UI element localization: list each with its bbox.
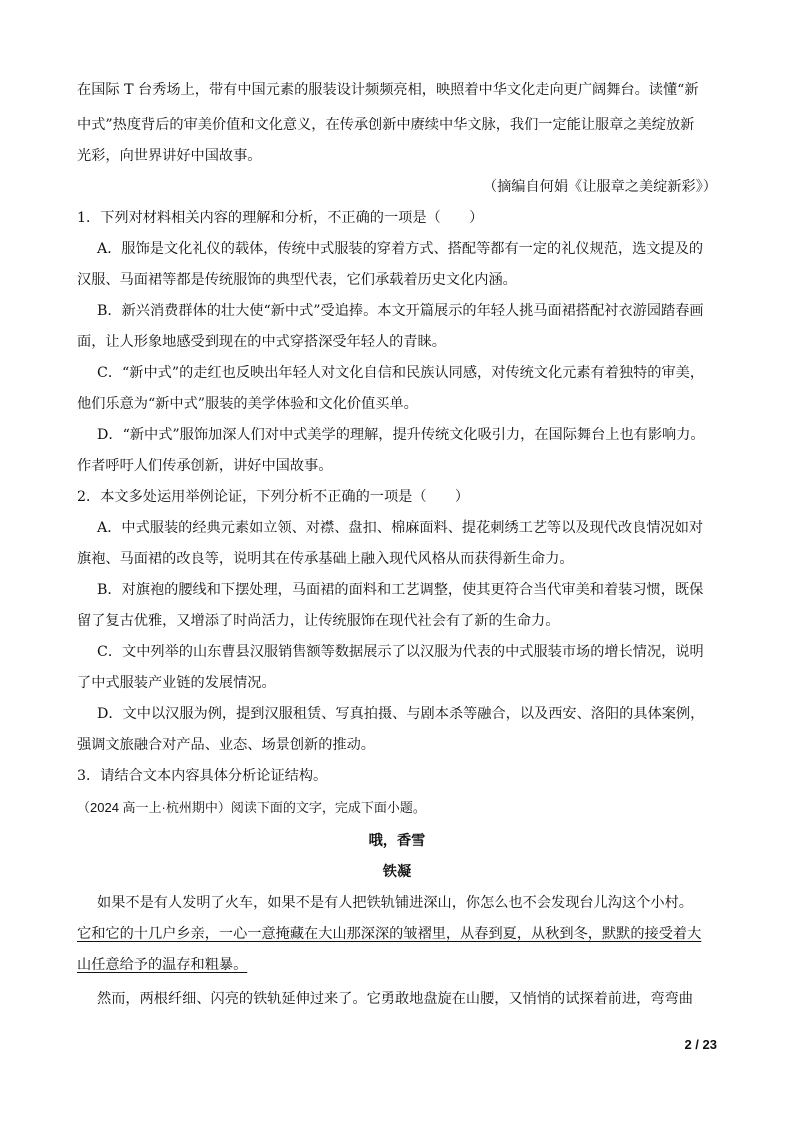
page-number: 2 / 23 bbox=[684, 1037, 717, 1052]
citation: （摘编自何娟《让服章之美绽新彩》） bbox=[482, 179, 717, 195]
q1-option-a-line: A．服饰是文化礼仪的载体，传统中式服装的穿着方式、搭配等都有一定的礼仪规范，选文提及的 bbox=[97, 241, 704, 257]
q2-option-a-line: 旗袍、马面裙的改良等，说明其在传承基础上融入现代风格从而获得新生命力。 bbox=[77, 551, 574, 567]
q2-option-b-line: B．对旗袍的腰线和下摆处理，马面裙的面料和工艺调整，使其更符合当代审美和着装习惯，既保 bbox=[97, 582, 704, 598]
story-author: 铁凝 bbox=[382, 864, 412, 880]
story-paragraph-line: 然而，两根纤细、闪亮的铁轨延伸过来了。它勇敢地盘旋在山腰，又悄悄的试探着前进，弯弯曲 bbox=[97, 991, 693, 1007]
passage-line: 光彩，向世界讲好中国故事。 bbox=[77, 148, 262, 164]
q1-option-c-line: C．“新中式”的走红也反映出年轻人对文化自信和民族认同感，对传统文化元素有着独特的审美， bbox=[97, 365, 705, 381]
passage-line: 中式”热度背后的审美价值和文化意义，在传承创新中赓续中华文脉，我们一定能让服章之美绽放新 bbox=[77, 117, 695, 133]
q1-option-b-line: B．新兴消费群体的壮大使“新中式”受追捧。本文开篇展示的年轻人挑马面裙搭配衬衣游园踏春画 bbox=[97, 303, 704, 319]
q1-option-c-line: 他们乐意为“新中式”服装的美学体验和文化价值买单。 bbox=[77, 396, 418, 412]
q2-option-b-line: 留了复古优雅，又增添了时尚活力，让传统服饰在现代社会有了新的生命力。 bbox=[77, 613, 560, 629]
underlined-sentence-line bbox=[77, 950, 717, 981]
q2-option-c-line: C．文中列举的山东曹县汉服销售额等数据展示了以汉服为代表的中式服装市场的增长情况，说明 bbox=[97, 644, 704, 660]
q1-option-d-line: 作者呼吁人们传承创新，讲好中国故事。 bbox=[77, 458, 333, 474]
story-paragraph-line: 如果不是有人发明了火车，如果不是有人把铁轨铺进深山，你怎么也不会发现台儿沟这个小村。 bbox=[97, 895, 693, 911]
q1-option-d-line: D．“新中式”服饰加深人们对中式美学的理解，提升传统文化吸引力，在国际舞台上也有影响力。 bbox=[97, 427, 705, 443]
passage-line: 在国际 T 台秀场上，带有中国元素的服装设计频频亮相，映照着中华文化走向更广阔舞台。读懂“新 bbox=[77, 82, 699, 98]
underlined-sentence-end: 山任意给予的温存和粗暴。 bbox=[77, 957, 248, 973]
q2-option-c-line: 了中式服装产业链的发展情况。 bbox=[77, 675, 276, 691]
question-3: 3．请结合文本内容具体分析论证结构。 bbox=[77, 768, 328, 784]
story-title: 哦，香雪 bbox=[368, 833, 426, 849]
q2-option-d-line: 强调文旅融合对产品、业态、场景创新的推动。 bbox=[77, 737, 375, 753]
q1-option-b-line: 面，让人形象地感受到现在的中式穿搭深受年轻人的青睐。 bbox=[77, 334, 446, 350]
q2-option-a-line: A．中式服装的经典元素如立领、对襟、盘扣、棉麻面料、提花刺绣工艺等以及现代改良情况如对 bbox=[97, 520, 704, 536]
q2-option-d-line: D．文中以汉服为例，提到汉服租赁、写真拍摄、与剧本杀等融合，以及西安、洛阳的具体案例， bbox=[97, 706, 705, 722]
q1-option-a-line: 汉服、马面裙等都是传统服饰的典型代表，它们承载着历史文化内涵。 bbox=[77, 272, 517, 288]
question-1-stem: 1．下列对材料相关内容的理解和分析，不正确的一项是（ ） bbox=[77, 210, 484, 226]
question-2-stem: 2．本文多处运用举例论证，下列分析不正确的一项是（ ） bbox=[77, 489, 470, 505]
source-note: （2024 高一上·杭州期中）阅读下面的文字，完成下面小题。 bbox=[77, 800, 426, 815]
underlined-sentence-line: 它和它的十几户乡亲，一心一意掩藏在大山那深深的皱褶里，从春到夏，从秋到冬，默默的接受着大 bbox=[77, 926, 702, 942]
